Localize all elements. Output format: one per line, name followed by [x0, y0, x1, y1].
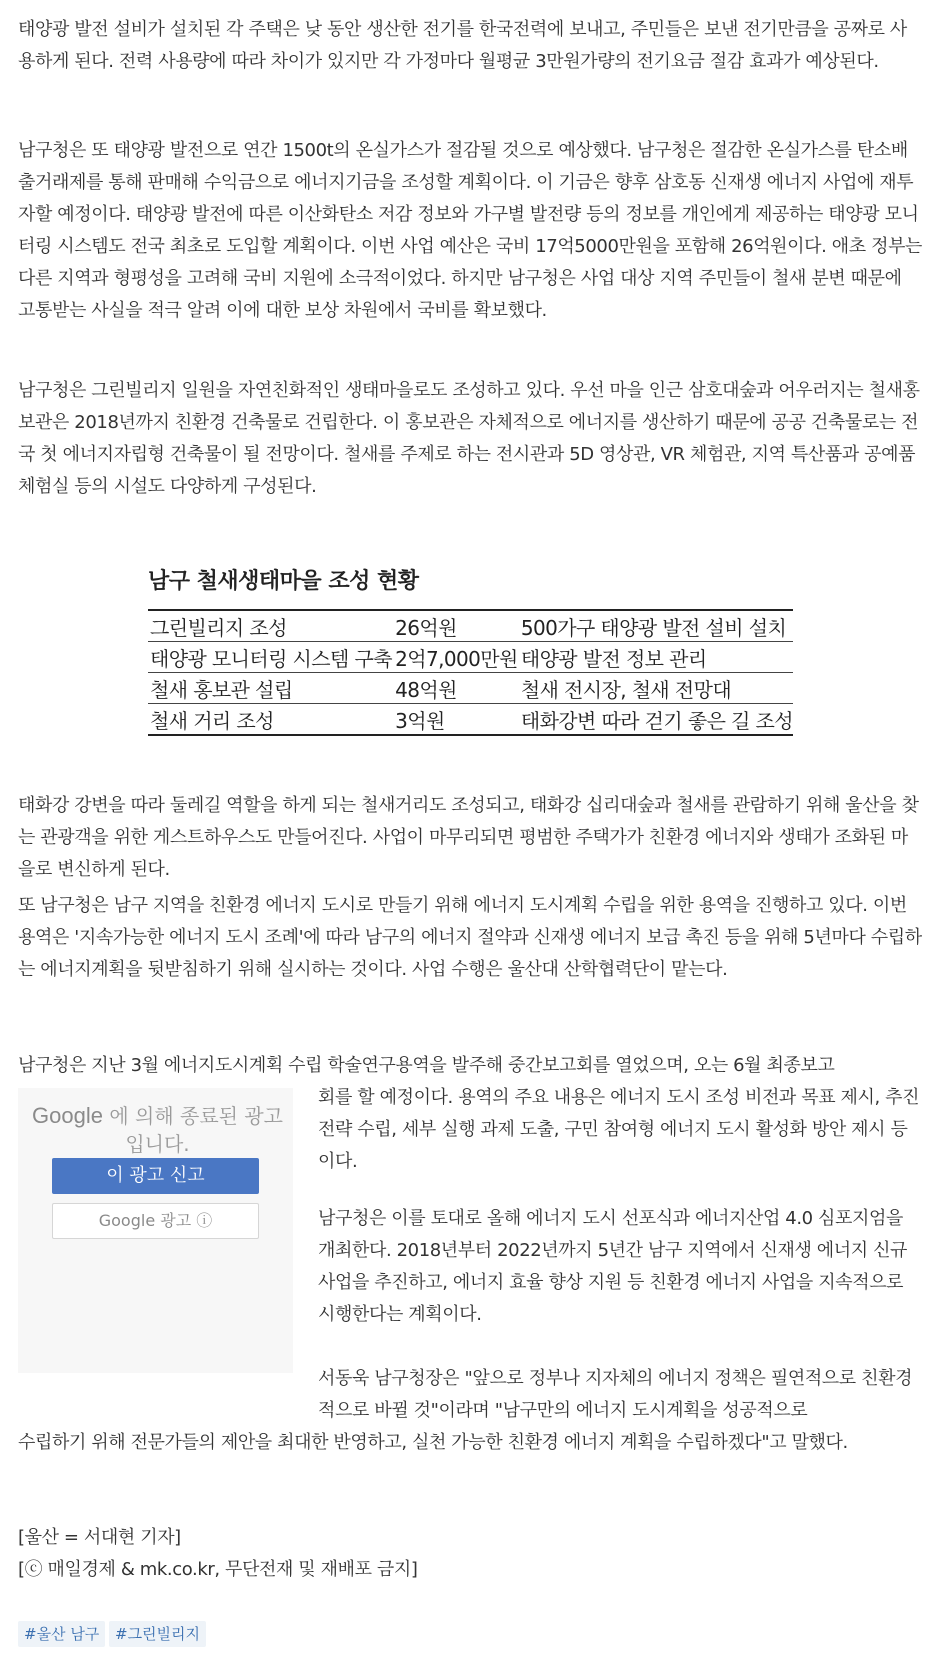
table-row: [148, 610, 793, 642]
paragraph-1: 태양광 발전 설비가 설치된 각 주택은 낮 동안 생산한 전기를 한국전력에 보내고, 주민들은 보낸 전기만큼을 공짜로 사용하게 된다. 전력 사용량에 따라 차이가 있지만 각 가정마다 월평균 3만원가량의 전기요금 절감 효과가 예상된다.: [18, 19, 907, 72]
table-row: [148, 704, 793, 736]
paragraph-7: 남구청은 이를 토대로 올해 에너지 도시 선포식과 에너지산업 4.0 심포지엄을 개최한다. 2018년부터 2022년까지 5년간 남구 지역에서 신재생 에너지 신규 사업을 추진하고, 에너지 효율 향상 지원 등 친환경 에너지 사업을 지속적으로 시행한다는 계획이다.: [318, 1208, 908, 1325]
paragraph-6-start: 남구청은 지난 3월 에너지도시계획 수립 학술연구용역을 발주해 중간보고회를 열었으며, 오는 6월 최종보고: [18, 1055, 835, 1076]
tag-ulsan-namgu[interactable]: #울산 남구: [18, 1621, 105, 1647]
paragraph-3: 남구청은 그린빌리지 일원을 자연친화적인 생태마을로도 조성하고 있다. 우선 마을 인근 삼호대숲과 어우러지는 철새홍보관은 2018년까지 친환경 건축물로 건립한다. 이 홍보관은 자체적으로 에너지를 생산하기 때문에 공공 건축물로는 전국 첫 에너지자립형 건축물이 될 전망이다. 철새를 주제로 하는 전시관과 5D 영상관, VR 체험관, 지역 특산품과 공예품 체험실 등의 시설도 다양하게 구성된다.: [18, 380, 920, 497]
table-cell: 그린빌리지 조성: [148, 610, 393, 642]
report-ad-button[interactable]: 이 광고 신고: [52, 1158, 259, 1194]
table-cell: 500가구 태양광 발전 설비 설치: [519, 610, 793, 642]
table-cell: 태양광 모니터링 시스템 구축: [148, 642, 393, 673]
table-title: 남구 철새생태마을 조성 현황: [148, 569, 419, 594]
status-table-figure: [148, 565, 793, 736]
table-cell: 48억원: [393, 673, 519, 704]
paragraph-8-end: 수립하기 위해 전문가들의 제안을 최대한 반영하고, 실천 가능한 친환경 에너지 계획을 수립하겠다"고 말했다.: [18, 1432, 848, 1453]
status-table: [148, 609, 793, 736]
table-cell: 3억원: [395, 708, 445, 733]
ad-message-text: 에 의해 종료된 광고입니다.: [109, 1104, 283, 1156]
paragraph-5: 또 남구청은 남구 지역을 친환경 에너지 도시로 만들기 위해 에너지 도시계획 수립을 위한 용역을 진행하고 있다. 이번 용역은 '지속가능한 에너지 도시 조례'에 따라 남구의 에너지 절약과 신재생 에너지 보급 촉진 등을 위해 5년마다 수립하는 에너지계획을 뒷받침하기 위해 실시하는 것이다. 사업 수행은 울산대 산학협력단이 맡는다.: [18, 895, 922, 980]
table-row: [148, 642, 793, 673]
table-cell: 철새 거리 조성: [150, 708, 274, 733]
paragraph-6-rest: 회를 할 예정이다. 용역의 주요 내용은 에너지 도시 조성 비전과 목표 제시, 추진 전략 수립, 세부 실행 과제 도출, 구민 참여형 에너지 도시 활성화 방안 제시 등이다.: [318, 1087, 920, 1172]
table-cell: 26억원: [393, 610, 519, 642]
table-cell: 철새 전시장, 철새 전망대: [519, 673, 793, 704]
table-cell: 태양광 발전 정보 관리: [519, 642, 793, 673]
paragraph-2: 남구청은 또 태양광 발전으로 연간 1500t의 온실가스가 절감될 것으로 예상했다. 남구청은 절감한 온실가스를 탄소배출거래제를 통해 판매해 수익금으로 에너지기금을 조성할 계획이다. 이 기금은 향후 삼호동 신재생 에너지 사업에 재투자할 예정이다. 태양광 발전에 따른 이산화탄소 저감 정보와 가구별 발전량 등의 정보를 개인에게 제공하는 태양광 모니터링 시스템도 전국 최초로 도입할 계획이다. 이번 사업 예산은 국비 17억5000만원을 포함해 26억원이다. 애초 정부는 다른 지역과 형평성을 고려해 국비 지원에 소극적이었다. 하지만 남구청은 사업 대상 지역 주민들이 철새 분변 때문에 고통받는 사실을 적극 알려 이에 대한 보상 차원에서 국비를 확보했다.: [18, 140, 923, 321]
ad-closed-box: [18, 1088, 293, 1373]
table-row: [148, 673, 793, 704]
tag-green-village[interactable]: #그린빌리지: [109, 1621, 206, 1647]
google-logo-text: Google: [32, 1103, 103, 1128]
copyright: [ⓒ 매일경제 & mk.co.kr, 무단전재 및 재배포 금지]: [18, 1559, 418, 1580]
byline: [울산 = 서대현 기자]: [18, 1527, 181, 1548]
table-cell: 2억7,000만원: [393, 642, 519, 673]
table-cell: 철새 홍보관 설립: [148, 673, 393, 704]
table-cell: 태화강변 따라 걷기 좋은 길 조성: [520, 708, 793, 733]
ad-message: [30, 1102, 285, 1158]
google-ads-button[interactable]: Google 광고 ⓘ: [52, 1203, 259, 1239]
paragraph-8-start: 서동욱 남구청장은 "앞으로 정부나 지자체의 에너지 정책은 필연적으로 친환경적으로 바뀔 것"이라며 "남구만의 에너지 도시계획을 성공적으로: [318, 1368, 913, 1421]
paragraph-4: 태화강 강변을 따라 둘레길 역할을 하게 되는 철새거리도 조성되고, 태화강 십리대숲과 철새를 관람하기 위해 울산을 찾는 관광객을 위한 게스트하우스도 만들어진다. 사업이 마무리되면 평범한 주택가가 친환경 에너지와 생태가 조화된 마을로 변신하게 된다.: [18, 795, 919, 880]
